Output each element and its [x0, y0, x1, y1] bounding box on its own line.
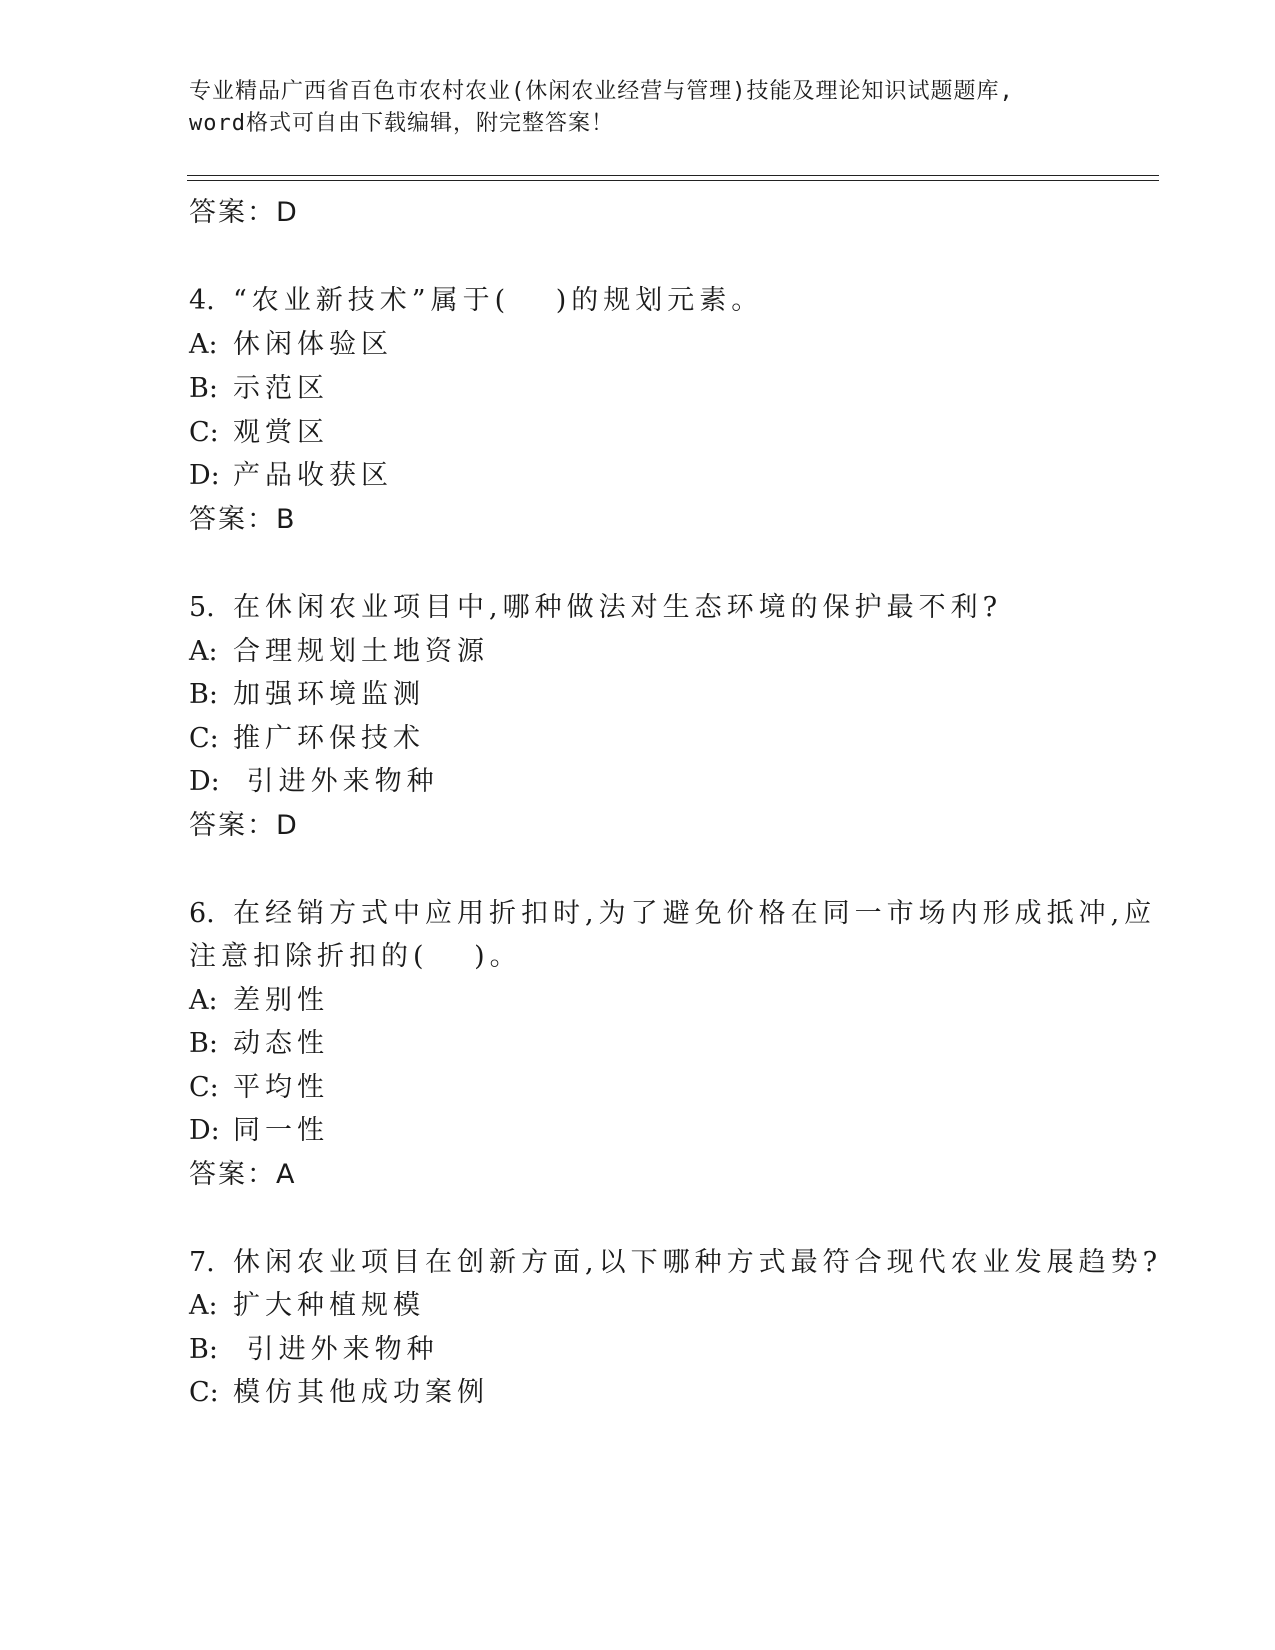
option-label: B:	[189, 679, 218, 710]
question-text: 注意扣除折扣的( )。	[189, 941, 522, 972]
option-text: 推广环保技术	[233, 723, 425, 754]
option-label: A:	[189, 985, 218, 1016]
option-text: 模仿其他成功案例	[233, 1377, 489, 1408]
question-6-continued	[189, 934, 522, 973]
question-4	[189, 278, 763, 317]
option-b	[189, 366, 329, 405]
option-c	[189, 410, 329, 449]
option-b	[189, 672, 425, 711]
option-b	[189, 1327, 439, 1366]
option-text: 加强环境监测	[233, 679, 425, 710]
option-text: 同一性	[233, 1115, 329, 1146]
document-header-line-2: word格式可自由下载编辑，附完整答案！	[189, 111, 614, 136]
question-text: 在休闲农业项目中,哪种做法对生态环境的保护最不利?	[233, 592, 1003, 623]
question-7	[189, 1240, 1162, 1279]
option-label: A:	[189, 636, 218, 667]
option-a	[189, 1283, 425, 1322]
question-number: 7.	[189, 1247, 215, 1278]
option-d	[189, 453, 393, 492]
option-text: 动态性	[233, 1028, 329, 1059]
option-a	[189, 322, 393, 361]
question-text: 休闲农业项目在创新方面,以下哪种方式最符合现代农业发展趋势?	[233, 1247, 1163, 1278]
answer-q3: 答案：D	[189, 197, 299, 228]
option-label: D:	[189, 1115, 220, 1146]
question-5	[189, 585, 1002, 624]
option-c	[189, 1065, 329, 1104]
option-d	[189, 759, 439, 798]
option-d	[189, 1108, 329, 1147]
question-text: 在经销方式中应用折扣时,为了避免价格在同一市场内形成抵冲,应	[233, 898, 1157, 929]
question-number: 4.	[189, 285, 215, 316]
option-label: D:	[189, 766, 220, 797]
option-text: 差别性	[233, 985, 329, 1016]
option-c	[189, 1370, 489, 1409]
answer-q4: 答案：B	[189, 504, 297, 535]
answer-q6: 答案：A	[189, 1159, 297, 1190]
option-label: D:	[189, 460, 220, 491]
option-label: C:	[189, 417, 219, 448]
option-text: 休闲体验区	[233, 329, 393, 360]
option-text: 平均性	[233, 1072, 329, 1103]
question-6	[189, 891, 1156, 930]
header-rule-bottom	[187, 180, 1159, 181]
option-b	[189, 1021, 329, 1060]
option-label: C:	[189, 723, 219, 754]
option-c	[189, 716, 425, 755]
answer-q5: 答案：D	[189, 810, 299, 841]
option-text: 产品收获区	[233, 460, 393, 491]
option-a	[189, 978, 329, 1017]
option-label: C:	[189, 1072, 219, 1103]
question-number: 6.	[189, 898, 215, 929]
question-text: “农业新技术”属于( )的规划元素。	[233, 285, 764, 316]
option-a	[189, 629, 489, 668]
option-text: 合理规划土地资源	[233, 636, 489, 667]
option-label: B:	[189, 1334, 218, 1365]
option-label: B:	[189, 373, 218, 404]
question-number: 5.	[189, 592, 215, 623]
option-text: 引进外来物种	[233, 1334, 439, 1365]
option-label: A:	[189, 1290, 218, 1321]
option-text: 引进外来物种	[233, 766, 439, 797]
option-label: A:	[189, 329, 218, 360]
option-label: B:	[189, 1028, 218, 1059]
option-text: 示范区	[233, 373, 329, 404]
option-label: C:	[189, 1377, 219, 1408]
header-rule-top	[187, 175, 1159, 176]
option-text: 扩大种植规模	[233, 1290, 425, 1321]
document-header-line-1: 专业精品广西省百色市农村农业(休闲农业经营与管理)技能及理论知识试题题库,	[189, 79, 1014, 104]
option-text: 观赏区	[233, 417, 329, 448]
